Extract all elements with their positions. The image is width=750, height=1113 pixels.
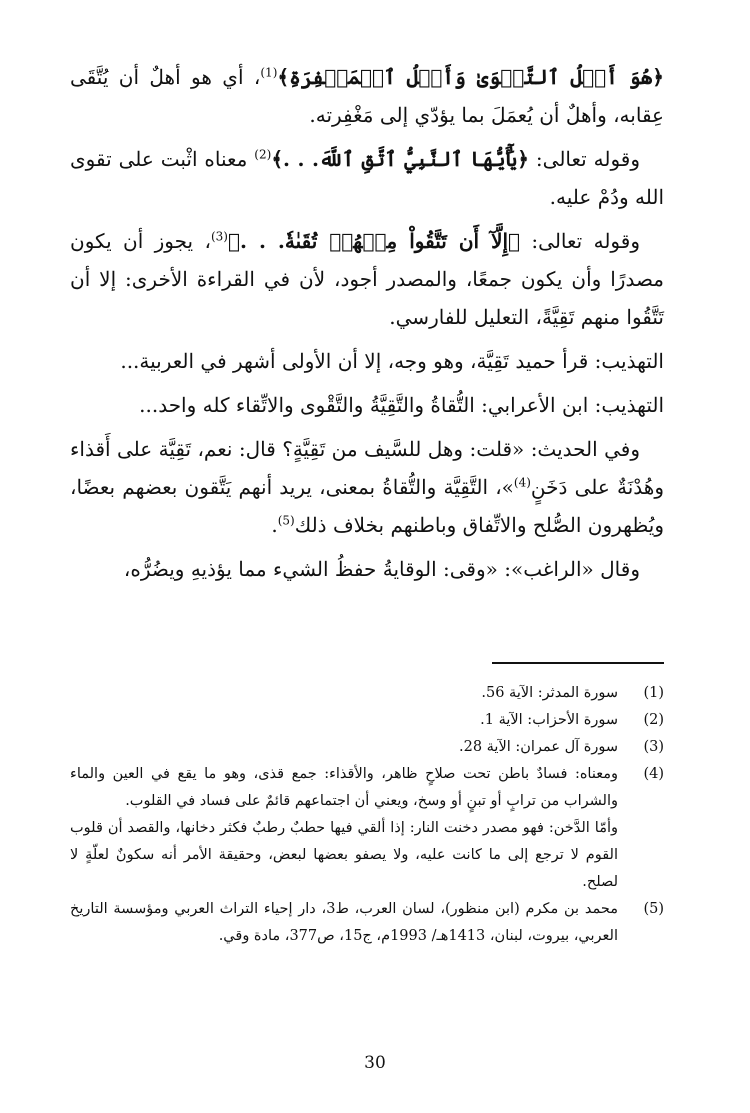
paragraph-text: وقوله تعالى: [520,229,640,253]
footnote-text: وأمّا الدَّخن: فهو مصدر دخنت النار: إذا ألقي فيها حطبٌ رطبٌ فكثر دخانها، والقصد أن قلوب القوم لا ترجع إلى ما كانت عليه، ولا يصفو بعضها لبعض، وحقيقة الأمر أنه سكونٌ لعلّةٍ لا لصلح. [70,820,618,890]
footnote-number: (2) [643,712,664,728]
footnote-number: (1) [643,685,664,701]
paragraph-text: »، التَّقِيَّة والتُّقاةُ بمعنى، يريد أنهم يَتَّقون بعضهم بعضًا، ويُظهرون الصُّلح والاتِّفاق وباطنهم بخلاف ذلك [70,475,664,537]
page [70,58,664,1113]
paragraph-text: وقال «الراغب»: «وقى: الوقايةُ حفظُ الشيء مما يؤذيهِ ويضُرُّه، [123,557,640,581]
paragraph-text: ، أي هو أهلٌ أن يُتَّقَى عِقابه، وأهلٌ أن يُعمَلَ بما يؤدّي إلى مَغْفِرته. [70,65,664,127]
footnote-ref: (5) [277,513,295,528]
paragraph-text: ، يجوز أن يكون مصدرًا وأن يكون جمعًا، والمصدر أجود، لأن في القراءة الأخرى: إلا أن تَتَّقُوا منهم تَقِيَّةً، التعليل للفارسي. [70,229,664,329]
quran-verse: ﴿هُوَ أَهۡلُ ٱلتَّقۡوَىٰ وَأَهۡلُ ٱلۡمَغۡفِرَةِ﴾ [277,65,665,89]
paragraph-4 [70,342,664,380]
paragraph-text: وقوله تعالى: [529,147,640,171]
paragraph-6 [70,430,664,544]
footnote-2 [70,707,664,734]
footnote-ref: (2) [254,147,272,162]
footnote-ref: (4) [513,475,531,490]
footnote-text: سورة المدثر: الآية 56. [481,685,618,701]
footnote-number: (3) [643,739,664,755]
paragraph-text: معناه اثْبت على تقوى الله ودُمْ عليه. [70,147,664,209]
footnote-number: (5) [643,901,664,917]
quran-verse: ﴿إِلَّآ أَن تَتَّقُواْ مِنۡهُمۡ تُقَىٰةٗ. . .﴾ [227,229,521,253]
paragraph-5 [70,386,664,424]
paragraph-7 [70,550,664,588]
paragraph-3 [70,222,664,336]
paragraph-text: . [271,513,278,537]
footnote-separator [492,662,664,664]
footnote-ref: (3) [210,229,228,244]
paragraph-text: وفي الحديث: «قلت: وهل للسَّيف من تَقِيَّةٍ؟ قال: نعم، تَقِيَّة على أَقذاء وهُدْنَةٌ على دَخَنٍ [70,437,664,499]
paragraph-text: التهذيب: قرأ حميد تَقِيَّة، وهو وجه، إلا أن الأولى أشهر في العربية... [120,349,664,373]
footnote-text: سورة الأحزاب: الآية 1. [480,712,618,728]
paragraph-2 [70,140,664,216]
footnote-4-continued [70,815,664,896]
page-number: 30 [364,1053,386,1073]
main-text [70,58,664,588]
footnote-4 [70,761,664,815]
footnote-3 [70,734,664,761]
footnote-text: ومعناه: فسادٌ باطن تحت صلاحٍ ظاهر، والأقذاء: جمع قذى، وهو ما يقع في العين والماء والشراب من ترابٍ أو تبنٍ أو وسخ، ويعني أن اجتماعهم قائمٌ على فساد في القلوب. [70,766,618,809]
paragraph-1 [70,58,664,134]
footnote-number: (4) [643,766,664,782]
footnote-1 [70,680,664,707]
quran-verse: ﴿يَٰٓأَيُّهَا ٱلنَّبِيُّ ٱتَّقِ ٱللَّهَ. . .﴾ [271,147,529,171]
footnote-text: سورة آل عمران: الآية 28. [458,739,618,755]
footnote-ref: (1) [260,65,278,80]
paragraph-text: التهذيب: ابن الأعرابي: التُّقاةُ والتَّقِيَّةُ والتَّقْوى والاتِّقاء كله واحد... [139,393,664,417]
footnotes [70,680,664,950]
footnote-text: محمد بن مكرم (ابن منظور)، لسان العرب، ط3، دار إحياء التراث العربي ومؤسسة التاريخ العربي، بيروت، لبنان، 1413هـ/ 1993م، ج15، ص377، مادة وقي. [70,901,618,944]
footnote-5 [70,896,664,950]
